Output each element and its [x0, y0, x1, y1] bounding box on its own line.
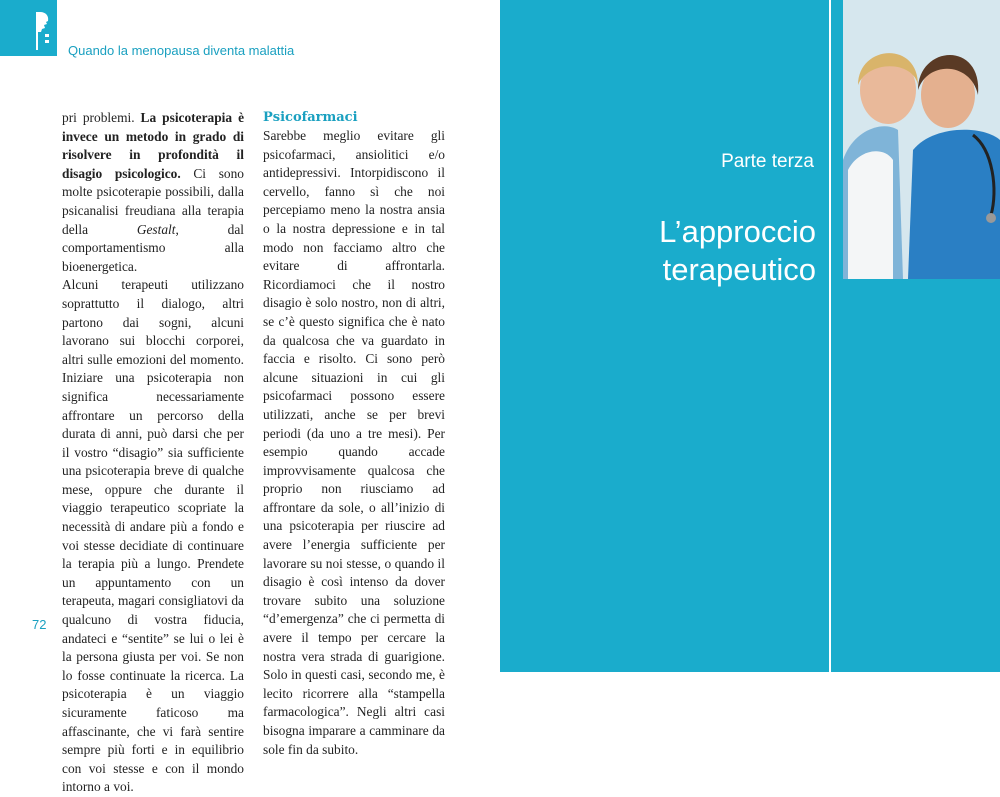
- running-head: Quando la menopausa diventa malattia: [68, 43, 295, 58]
- divider: [829, 0, 831, 672]
- photo-illustration: [843, 0, 1000, 279]
- page-number: 72: [32, 617, 47, 632]
- text-run: , dal comportamentismo alla bioenergetica.: [62, 221, 244, 274]
- paragraph: Sarebbe meglio evitare gli psicofarmaci, ansiolitici e/o antidepressivi. Intorpidiscono il cervello, fanno sì che noi percepiamo meno la nostra ansia o la nostra depressione e in tal modo non facciamo altro che evitare di affrontarla. Ricordiamoci che il nostro disagio è solo nostro, non di altri, se c’è questo significa che è nato da qualcosa che va guardato in faccia e risolto. Ci sono però alcune situazioni in cui gli psicofarmaci possono essere utilizzati, anche se per brevi periodi (da uno a tre mesi). Per esempio quando accade improvvisamente qualcosa che proprio non riusciamo ad affrontare da sole, o all’inizio di una psicoterapia per riuscire ad avere l’energia sufficiente per lavorare su noi stesse, o quando il disagio è così intenso da dover trovare subito una soluzione “d’emergenza” che ci permetta di avere il tempo per cercare la nostra vera strada di guarigione. Solo in questi casi, secondo me, è lecito ricorrere alla “stampella farmacologica”. Negli altri casi bisogna imparare a camminare da sole fin da subito.: [263, 128, 445, 757]
- chapter-tab-bar: [0, 0, 57, 56]
- chapter-title-line: L’approccio: [659, 214, 816, 249]
- chapter-title: [590, 213, 816, 289]
- part-label: Parte terza: [721, 151, 814, 172]
- left-page: [0, 0, 500, 795]
- italic-text: Gestalt: [136, 221, 176, 237]
- text-column-left: [62, 109, 244, 797]
- chapter-title-line: terapeutico: [662, 252, 816, 287]
- text-run: pri problemi.: [62, 110, 141, 125]
- paragraph: Alcuni terapeuti utilizzano soprattutto il dialogo, altri partono dai sogni, alcuni lavorano sui blocchi corporei, altri sulle emozioni del momento. Iniziare una psicoterapia non significa necessariamente affrontare un percorso della durata di anni, può darsi che per il vostro “disagio” sia sufficiente una psicoterapia breve di qualche mese, oppure che durante il viaggio terapeutico scopriate la necessità di andare più a fondo e voi stesse decidiate di continuare la terapia più a lungo. Prendete un appuntamento con un terapeuta, magari consigliatovi da qualcuno di vostra fiducia, andateci e “sentite” se lui o lei è la persona giusta per voi. Se non lo fosse continuate la ricerca. La psicoterapia è un viaggio sicuramente faticoso ma affascinante, che vi farà sentire sempre più forti e in equilibrio con voi stesse e con il mondo intorno a voi.: [62, 277, 244, 795]
- paragraph: [62, 109, 244, 276]
- bold-text: La psicoterapia è invece un metodo in grado di risolvere in profondità il disagio psicologico.: [62, 110, 245, 181]
- section-heading: Psicofarmaci: [263, 110, 358, 125]
- head-profile-icon: [36, 10, 50, 50]
- text-run: Ci sono molte psicoterapie possibili, dalla psicanalisi freudiana alla terapia della: [62, 165, 244, 237]
- text-column-right: [263, 109, 445, 759]
- women-photo: [843, 0, 1000, 279]
